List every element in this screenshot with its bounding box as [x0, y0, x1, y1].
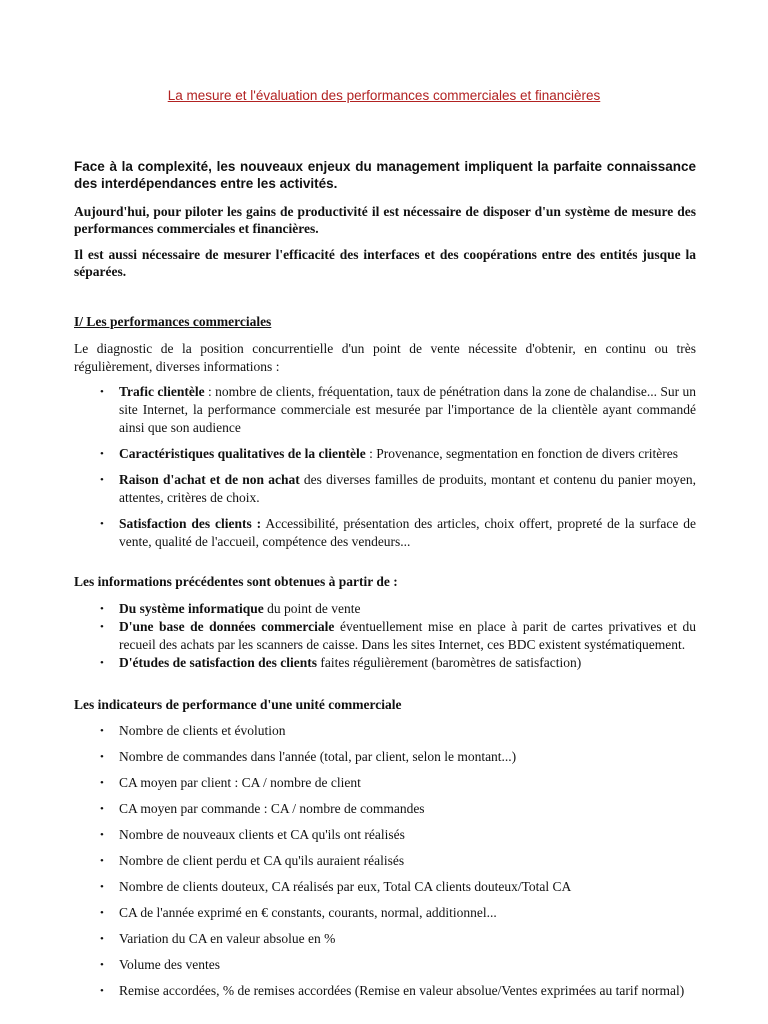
item-description: éventuellement mise en place à parit de cartes privatives et du recueil des achats par les scanners de caisse. Dans les sites Internet, ces BDC existent systématiquement. — [119, 619, 697, 652]
list-item — [74, 878, 696, 904]
indicators-list — [74, 722, 696, 1000]
list-item — [74, 445, 696, 463]
item-term: D'une base de données commerciale — [119, 619, 335, 634]
list-item — [74, 515, 696, 551]
list-item — [74, 654, 696, 672]
bullet-icon: • — [100, 881, 104, 893]
list-item — [74, 748, 696, 774]
commercial-info-list — [74, 383, 696, 551]
item-description: du point de vente — [263, 601, 361, 616]
indicator-text: CA moyen par commande : CA / nombre de commandes — [119, 801, 425, 816]
bullet-icon: • — [100, 855, 104, 867]
section-heading-commercial: I/ Les performances commerciales — [74, 314, 272, 329]
indicator-text: Nombre de clients et évolution — [119, 723, 286, 738]
bullet-icon: • — [100, 386, 104, 398]
item-description: : Provenance, segmentation en fonction de divers critères — [365, 446, 678, 461]
bullet-icon: • — [100, 621, 104, 633]
item-term: D'études de satisfaction des clients — [119, 655, 317, 670]
list-item — [74, 774, 696, 800]
bullet-icon: • — [100, 933, 104, 945]
bullet-icon: • — [100, 829, 104, 841]
bullet-icon: • — [100, 959, 104, 971]
item-term: Caractéristiques qualitatives de la clientèle — [119, 446, 366, 461]
list-item — [74, 722, 696, 748]
section-intro: Le diagnostic de la position concurrentielle d'un point de vente nécessite d'obtenir, en continu ou très régulièrement, diverses informations : — [74, 341, 696, 374]
item-description: faites régulièrement (baromètres de satisfaction) — [317, 655, 582, 670]
sources-list — [74, 600, 696, 672]
bullet-icon: • — [100, 803, 104, 815]
list-item — [74, 956, 696, 982]
indicator-text: Variation du CA en valeur absolue en % — [119, 931, 336, 946]
indicator-text: Nombre de clients douteux, CA réalisés par eux, Total CA clients douteux/Total CA — [119, 879, 572, 894]
indicator-text: Nombre de nouveaux clients et CA qu'ils ont réalisés — [119, 827, 405, 842]
bullet-icon: • — [100, 518, 104, 530]
indicator-text: CA de l'année exprimé en € constants, courants, normal, additionnel... — [119, 905, 497, 920]
indicator-text: Nombre de client perdu et CA qu'ils auraient réalisés — [119, 853, 405, 868]
item-description: : nombre de clients, fréquentation, taux de pénétration dans la zone de chalandise... Sur un site Internet, la performance commerciale est mesurée par l'importance de la clientèle ayant commandé ainsi que son audience — [119, 384, 696, 435]
indicators-heading: Les indicateurs de performance d'une unité commerciale — [74, 697, 402, 712]
list-item — [74, 800, 696, 826]
indicator-text: Remise accordées, % de remises accordées (Remise en valeur absolue/Ventes exprimées au tarif normal) — [119, 983, 685, 998]
list-item — [74, 471, 696, 507]
item-description: Accessibilité, présentation des articles, choix offert, propreté de la surface de vente, qualité de l'accueil, compétence des vendeurs... — [119, 516, 696, 549]
bullet-icon: • — [100, 907, 104, 919]
indicator-text: CA moyen par client : CA / nombre de client — [119, 775, 361, 790]
list-item — [74, 600, 696, 618]
item-description: des diverses familles de produits, montant et contenu du panier moyen, attentes, critères de choix. — [119, 472, 697, 505]
indicator-text: Nombre de commandes dans l'année (total, par client, selon le montant...) — [119, 749, 517, 764]
list-item — [74, 930, 696, 956]
bullet-icon: • — [100, 725, 104, 737]
bullet-icon: • — [100, 985, 104, 997]
document-title: La mesure et l'évaluation des performances commerciales et financières — [167, 88, 601, 103]
list-item — [74, 383, 696, 437]
bullet-icon: • — [100, 657, 104, 669]
intro-paragraph-3: Il est aussi nécessaire de mesurer l'efficacité des interfaces et des coopérations entre des entités jusque la séparées. — [74, 247, 696, 279]
bullet-icon: • — [100, 474, 104, 486]
list-item — [74, 982, 696, 1000]
sources-heading: Les informations précédentes sont obtenues à partir de : — [74, 574, 398, 589]
list-item — [74, 826, 696, 852]
list-item — [74, 852, 696, 878]
item-term: Raison d'achat et de non achat — [119, 472, 300, 487]
item-term: Satisfaction des clients : — [119, 516, 262, 531]
bullet-icon: • — [100, 777, 104, 789]
intro-paragraph-2: Aujourd'hui, pour piloter les gains de productivité il est nécessaire de disposer d'un système de mesure des performances commerciales et financières. — [74, 204, 696, 236]
bullet-icon: • — [100, 751, 104, 763]
bullet-icon: • — [100, 448, 104, 460]
bullet-icon: • — [100, 603, 104, 615]
list-item — [74, 904, 696, 930]
intro-paragraph-1: Face à la complexité, les nouveaux enjeux du management impliquent la parfaite connaissance des interdépendances entre les activités. — [74, 159, 696, 191]
list-item — [74, 618, 696, 654]
item-term: Du système informatique — [119, 601, 264, 616]
indicator-text: Volume des ventes — [119, 957, 220, 972]
item-term: Trafic clientèle — [119, 384, 205, 399]
